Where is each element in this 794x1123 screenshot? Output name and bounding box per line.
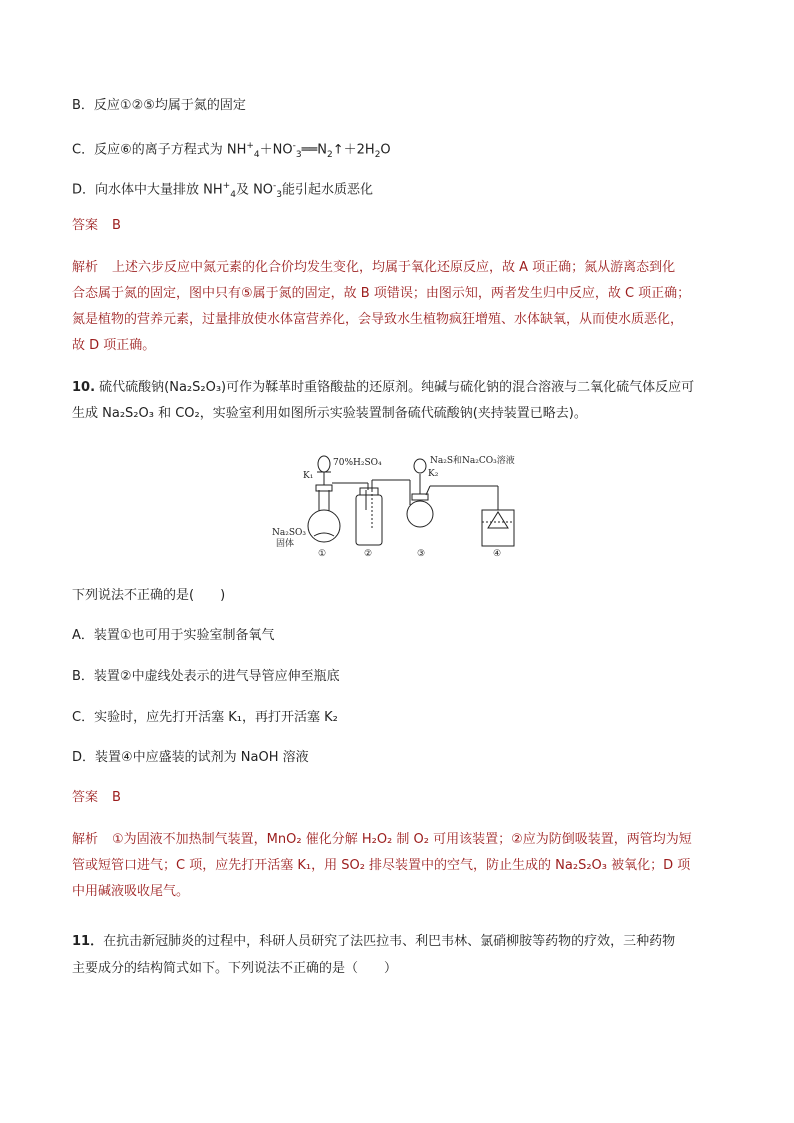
- apparatus-figure: [270, 450, 540, 568]
- q9-option-c-post: ↑＋2H: [332, 142, 375, 158]
- analysis-label: 解析: [72, 832, 99, 847]
- stopper-2: [360, 488, 378, 495]
- q9-analysis-line-2: 合态属于氮的固定，图中只有⑤属于氮的固定，故 B 项错误；由图示知，两者发生归中反应，故 C 项正确；: [72, 286, 691, 301]
- q10-analysis-line-3: 中用碱液吸收尾气。: [72, 884, 190, 899]
- q10-stem-line-2: 生成 Na₂S₂O₃ 和 CO₂，实验室利用如图所示实验装置制备硫代硫酸钠(夹持装置已略去)。: [72, 406, 587, 421]
- q9-option-b: B．反应①②⑤均属于氮的固定: [72, 98, 246, 113]
- stopcock-label-k1: K₁: [303, 471, 314, 481]
- reagent-label-2: Na₂S和Na₂CO₃溶液: [430, 456, 515, 466]
- q10-stem-line-1: [72, 376, 694, 400]
- q11-stem-line-2: 主要成分的结构简式如下。下列说法不正确的是（ ）: [72, 961, 398, 976]
- q9-c-sub-h2: 2: [374, 149, 381, 160]
- flask-3: [407, 501, 433, 527]
- q9-d-sub-1: 4: [230, 189, 236, 200]
- apparatus-diagram: [270, 450, 540, 568]
- q9-c-sub-n2: 2: [327, 149, 333, 160]
- q10-option-a: A．装置①也可用于实验室制备氧气: [72, 628, 275, 643]
- stopcock-label-k2: K₂: [428, 469, 439, 479]
- q9-analysis-line-1: [72, 256, 675, 280]
- q10-analysis-line-2: 管或短管口进气；C 项，应先打开活塞 K₁，用 SO₂ 排尽装置中的空气，防止生成的 Na₂S₂O₃ 被氧化；D 项: [72, 858, 691, 873]
- q9-option-c-mid: ＋NO: [259, 142, 293, 158]
- q9-option-c-eq: ══N: [301, 142, 327, 158]
- solid-label-line-2: 固体: [276, 539, 295, 549]
- q11-number: 11．: [72, 934, 104, 949]
- q9-option-d-post: 能引起水质恶化: [282, 182, 374, 198]
- solid-label-line-1: Na₂SO₃: [272, 528, 307, 538]
- analysis-text: ①为固液不加热制气装置，MnO₂ 催化分解 H₂O₂ 制 O₂ 可用该装置；②应为防倒吸装置，两管均为短: [112, 832, 692, 847]
- answer-value: B: [112, 790, 121, 805]
- q9-analysis-line-3: 氮是植物的营养元素，过量排放使水体富营养化，会导致水生植物疯狂增殖、水体缺氧，从而使水质恶化，: [72, 312, 684, 327]
- inverted-funnel-4: [488, 512, 508, 528]
- q10-option-d: D．装置④中应盛装的试剂为 NaOH 溶液: [72, 750, 309, 765]
- q10-question: 下列说法不正确的是( ): [72, 588, 226, 603]
- solid-reagent-1: [314, 533, 334, 536]
- q9-d-charge-1: +: [222, 181, 231, 191]
- q10-number: 10.: [72, 380, 96, 395]
- answer-label: 答案: [72, 218, 99, 233]
- q9-option-d-text: D．向水体中大量排放 NH: [72, 182, 223, 198]
- q11-stem-text: 在抗击新冠肺炎的过程中，科研人员研究了法匹拉韦、利巴韦林、氯硝柳胺等药物的疗效，三种药物: [103, 934, 676, 949]
- apparatus-number-3: ③: [417, 549, 426, 559]
- q9-c-charge-2: -: [292, 141, 296, 151]
- reagent-label-1: 70%H₂SO₄: [333, 458, 382, 468]
- q9-analysis-line-4: 故 D 项正确。: [72, 338, 156, 353]
- q9-option-c: [72, 134, 391, 167]
- stopper-3: [412, 494, 428, 500]
- funnel-1: [318, 456, 330, 472]
- q9-option-c-o: O: [380, 142, 391, 158]
- apparatus-number-1: ①: [318, 549, 327, 559]
- q10-option-c: C．实验时，应先打开活塞 K₁，再打开活塞 K₂: [72, 710, 338, 725]
- stopper-1: [316, 485, 332, 491]
- q11-stem-line-1: [72, 930, 675, 954]
- q9-option-d-mid: 及 NO: [235, 182, 274, 198]
- q9-answer: [72, 214, 121, 238]
- q9-option-d: [72, 174, 373, 207]
- q9-c-sub-2: 3: [295, 149, 302, 160]
- answer-label: 答案: [72, 790, 99, 805]
- q9-c-charge-1: +: [246, 141, 254, 151]
- apparatus-number-2: ②: [364, 549, 373, 559]
- q10-answer: [72, 786, 121, 810]
- q9-c-sub-1: 4: [253, 149, 260, 160]
- funnel-3: [414, 459, 426, 473]
- apparatus-number-4: ④: [493, 549, 502, 559]
- flask-1: [308, 510, 340, 542]
- q10-analysis-line-1: [72, 828, 692, 852]
- bottle-2: [356, 495, 382, 545]
- analysis-label: 解析: [72, 260, 99, 275]
- q10-stem-text: 硫代硫酸钠(Na₂S₂O₃)可作为鞣革时重铬酸盐的还原剂。纯碱与硫化钠的混合溶液与二氧化硫气体反应可: [99, 380, 695, 395]
- q9-d-sub-2: 3: [276, 189, 283, 200]
- answer-value: B: [112, 218, 121, 233]
- q9-d-charge-2: -: [273, 181, 277, 191]
- q10-option-b: B．装置②中虚线处表示的进气导管应伸至瓶底: [72, 669, 340, 684]
- analysis-text: 上述六步反应中氮元素的化合价均发生变化，均属于氧化还原反应，故 A 项正确；氮从游离态到化: [112, 260, 676, 275]
- q9-option-c-text: C．反应⑥的离子方程式为 NH: [72, 142, 247, 158]
